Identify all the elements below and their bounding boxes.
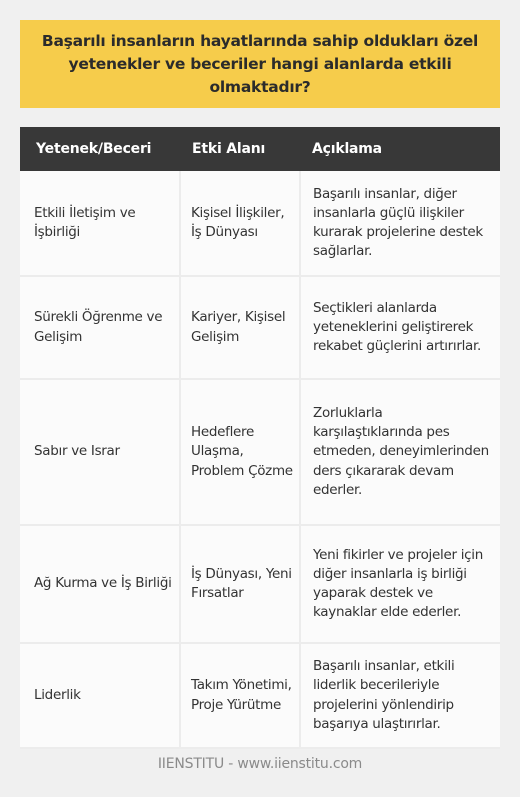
skill-cell: Liderlik bbox=[20, 643, 180, 748]
skill-cell: Etkili İletişim ve İşbirliği bbox=[20, 171, 180, 276]
skill-cell: Sürekli Öğrenme ve Gelişim bbox=[20, 276, 180, 379]
skill-cell: Sabır ve Israr bbox=[20, 379, 180, 525]
skill-cell: Ağ Kurma ve İş Birliği bbox=[20, 525, 180, 643]
table-row bbox=[20, 171, 500, 276]
page-title-line-1: Başarılı insanların hayatlarında sahip oldukları özel bbox=[41, 31, 479, 50]
column-header-skill: Yetenek/Beceri bbox=[20, 127, 180, 171]
area-cell: Hedeflere Ulaşma, Problem Çözme bbox=[180, 379, 300, 525]
description-cell: Zorluklarla karşılaştıklarında pes etmeden, deneyimlerinden ders çıkararak devam ederler. bbox=[300, 379, 500, 525]
footer-credit: IIENSTITU - www.iienstitu.com bbox=[157, 756, 363, 772]
description-cell: Başarılı insanlar, etkili liderlik becerileriyle projelerini yönlendirip başarıya ulaştırırlar. bbox=[300, 643, 500, 748]
table-row bbox=[20, 276, 500, 379]
column-header-area: Etki Alanı bbox=[180, 127, 300, 171]
area-cell: İş Dünyası, Yeni Fırsatlar bbox=[180, 525, 300, 643]
description-cell: Yeni fikirler ve projeler için diğer insanlarla iş birliği yaparak destek ve kaynaklar elde ederler. bbox=[300, 525, 500, 643]
area-cell: Kişisel İlişkiler, İş Dünyası bbox=[180, 171, 300, 276]
area-cell: Takım Yönetimi, Proje Yürütme bbox=[180, 643, 300, 748]
skills-table bbox=[20, 127, 500, 749]
page-title bbox=[30, 30, 490, 99]
table-row bbox=[20, 643, 500, 748]
description-cell: Başarılı insanlar, diğer insanlarla güçlü ilişkiler kurarak projelerine destek sağlarlar. bbox=[300, 171, 500, 276]
table-row bbox=[20, 379, 500, 525]
page-title-line-2: yetenekler ve beceriler hangi alanlarda etkili olmaktadır? bbox=[68, 54, 452, 96]
area-cell: Kariyer, Kişisel Gelişim bbox=[180, 276, 300, 379]
description-cell: Seçtikleri alanlarda yeteneklerini geliştirerek rekabet güçlerini artırırlar. bbox=[300, 276, 500, 379]
table-row bbox=[20, 525, 500, 643]
column-header-description: Açıklama bbox=[300, 127, 500, 171]
title-banner bbox=[20, 20, 500, 108]
table-header-row bbox=[20, 127, 500, 171]
